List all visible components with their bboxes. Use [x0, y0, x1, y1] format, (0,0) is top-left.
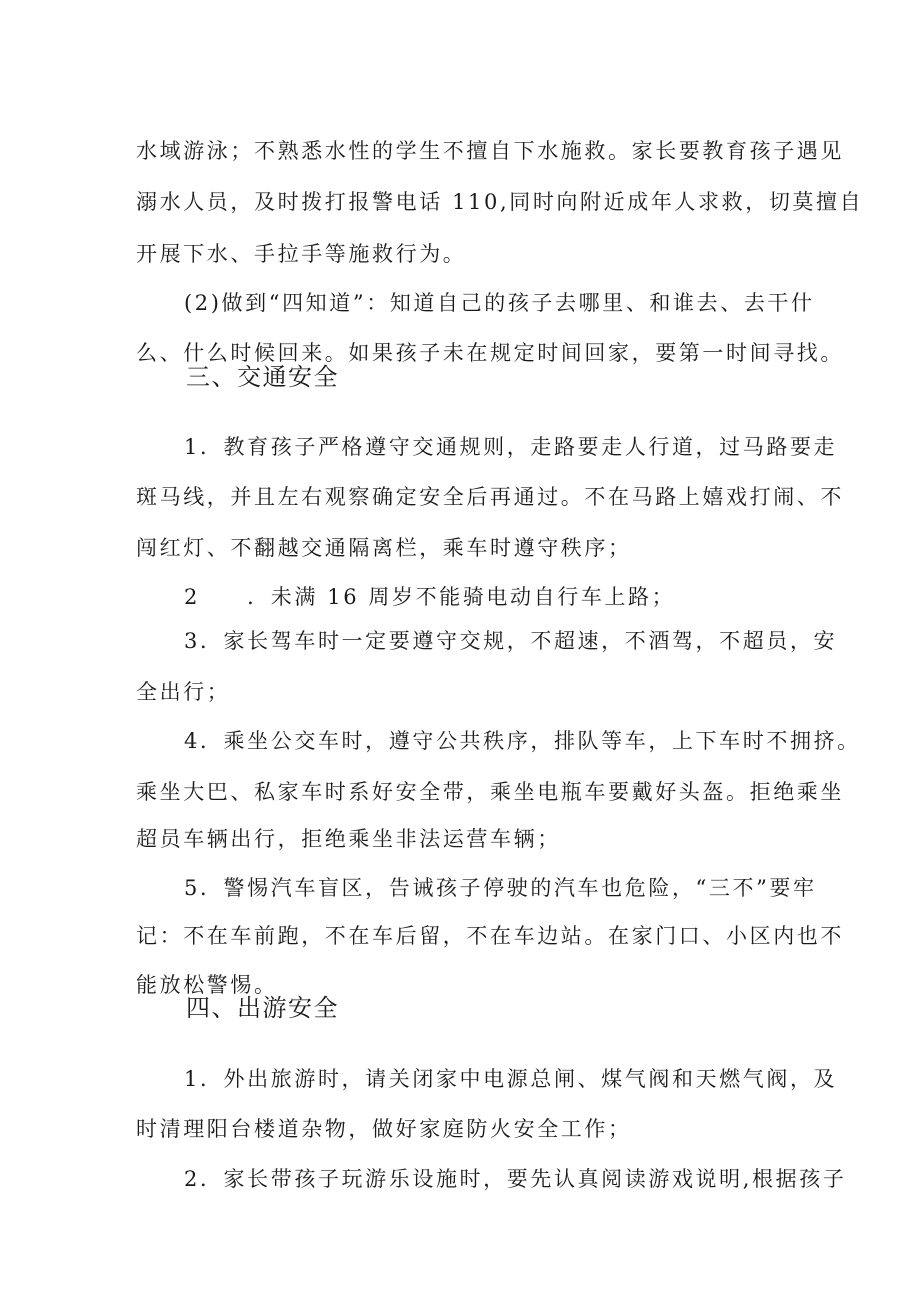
paragraph-line-2: 溺水人员，及时拨打报警电话 110,同时向附近成年人求救，切莫擅自 — [136, 190, 864, 214]
paragraph-line-11: 全出行； — [136, 680, 231, 704]
section-heading-traffic-safety: 三、交通安全 — [186, 363, 339, 391]
paragraph-line-9: 2 ．未满 16 周岁不能骑电动自行车上路； — [184, 585, 676, 609]
paragraph-line-6: 1．教育孩子严格遵守交通规则，走路要走人行道，过马路要走 — [184, 435, 838, 459]
paragraph-line-10: 3．家长驾车时一定要遵守交规，不超速，不酒驾，不超员，安 — [184, 629, 838, 653]
paragraph-line-8: 闯红灯、不翻越交通隔离栏，乘车时遵守秩序； — [136, 536, 632, 560]
paragraph-line-12: 4．乘坐公交车时，遵守公共秩序，排队等车，上下车时不拥挤。 — [184, 729, 861, 753]
paragraph-line-18: 1．外出旅游时，请关闭家中电源总闸、煤气阀和天燃气阀，及 — [184, 1067, 838, 1091]
paragraph-line-3: 开展下水、手拉手等施救行为。 — [136, 242, 467, 266]
paragraph-line-19: 时清理阳台楼道杂物，做好家庭防火安全工作； — [136, 1117, 632, 1141]
section-heading-travel-safety: 四、出游安全 — [186, 994, 339, 1022]
paragraph-line-4: (2)做到“四知道”：知道自己的孩子去哪里、和谁去、去干什 — [184, 291, 815, 315]
paragraph-line-14: 超员车辆出行，拒绝乘坐非法运营车辆； — [136, 827, 561, 851]
paragraph-line-16: 记：不在车前跑，不在车后留，不在车边站。在家门口、小区内也不 — [136, 924, 844, 948]
paragraph-line-17: 能放松警惕。 — [136, 973, 278, 997]
paragraph-line-20: 2．家长带孩子玩游乐设施时，要先认真阅读游戏说明,根据孩子 — [184, 1167, 847, 1191]
paragraph-line-13: 乘坐大巴、私家车时系好安全带，乘坐电瓶车要戴好头盔。拒绝乘坐 — [136, 780, 844, 804]
paragraph-line-7: 斑马线，并且左右观察确定安全后再通过。不在马路上嬉戏打闹、不 — [136, 485, 844, 509]
paragraph-line-15: 5．警惕汽车盲区，告诫孩子停驶的汽车也危险，“三不”要牢 — [184, 876, 817, 900]
paragraph-line-5: 么、什么时候回来。如果孩子未在规定时间回家，要第一时间寻找。 — [136, 341, 844, 365]
paragraph-line-1: 水域游泳；不熟悉水性的学生不擅自下水施救。家长要教育孩子遇见 — [136, 139, 844, 163]
